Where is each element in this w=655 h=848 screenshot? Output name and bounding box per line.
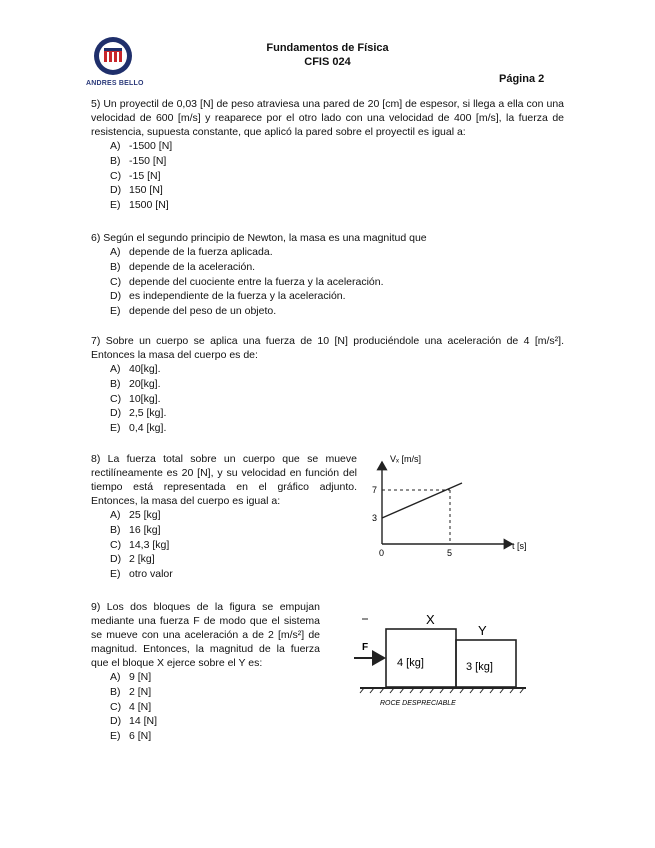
x-axis-label: t [s]	[512, 541, 527, 551]
option[interactable]: D) 2,5 [kg].	[110, 407, 167, 420]
option[interactable]: A) depende de la fuerza aplicada.	[110, 246, 273, 258]
question-6	[91, 231, 564, 319]
option[interactable]: E) 1500 [N]	[110, 199, 169, 212]
option[interactable]: D) 150 [N]	[110, 184, 163, 197]
option[interactable]: A) 40[kg].	[110, 363, 161, 375]
option[interactable]: C) depende del cuociente entre la fuerza y la aceleración.	[110, 275, 384, 288]
question-text: 9) Los dos bloques de la figura se empujan mediante una fuerza F de modo que el sistema se mueve con una aceleración a de 2 [m/s²] de magnitud. Entonces, la magnitud de la fuerza que el bloque X ejerce sobre el Y es:	[91, 601, 320, 669]
option[interactable]: C) 14,3 [kg]	[110, 538, 170, 551]
option[interactable]: B) 16 [kg]	[110, 523, 161, 536]
course-code: CFIS 024	[304, 56, 351, 68]
y-axis-label: Vₓ [m/s]	[390, 454, 421, 464]
option[interactable]: C) 4 [N]	[110, 700, 152, 713]
y-tick: 7	[372, 485, 378, 495]
page-number: Página 2	[499, 73, 545, 85]
option[interactable]: A) 25 [kg]	[110, 509, 161, 521]
question-8	[91, 452, 357, 582]
option[interactable]: D) 14 [N]	[110, 715, 158, 728]
option[interactable]: E) 0,4 [kg].	[110, 422, 167, 435]
option[interactable]: C) 10[kg].	[110, 392, 161, 405]
option[interactable]: D) es independiente de la fuerza y la aceleración.	[110, 290, 346, 303]
block-x-mass: 4 [kg]	[397, 657, 424, 669]
y-tick: 3	[372, 513, 378, 523]
velocity-line	[382, 483, 462, 518]
floor-caption: ROCE DESPRECIABLE	[380, 700, 456, 707]
option[interactable]: B) depende de la aceleración.	[110, 260, 256, 273]
question-5	[91, 97, 564, 213]
force-label: F	[362, 642, 369, 653]
options-list	[110, 139, 564, 213]
option[interactable]: B) 2 [N]	[110, 685, 152, 698]
question-text: 7) Sobre un cuerpo se aplica una fuerza de 10 [N] produciéndole una aceleración de 4 [m/s²]. Entonces la masa del cuerpo es de:	[91, 335, 564, 361]
options-list	[110, 245, 564, 319]
block-y-mass: 3 [kg]	[466, 661, 493, 673]
block-x-label: X	[426, 612, 435, 627]
option[interactable]: D) 2 [kg]	[110, 553, 155, 566]
blocks-figure	[350, 604, 530, 714]
x-tick: 5	[447, 548, 453, 558]
option[interactable]: B) 20[kg].	[110, 377, 161, 390]
option[interactable]: E) otro valor	[110, 568, 173, 581]
option[interactable]: C) -15 [N]	[110, 169, 161, 182]
option[interactable]: E) depende del peso de un objeto.	[110, 305, 277, 318]
option[interactable]: B) -150 [N]	[110, 154, 167, 167]
x-tick: 0	[379, 548, 385, 558]
question-text: 6) Según el segundo principio de Newton, la masa es una magnitud que	[91, 232, 427, 244]
question-9	[91, 600, 320, 744]
question-text: 5) Un proyectil de 0,03 [N] de peso atraviesa una pared de 20 [cm] de espesor, si llega a ella con una velocidad de 600 [m/s] y reaparece por el otro lado con una velocidad de 400 [m/s], la fuerza de resistencia, supuesta constante, que aplicó la pared sobre el proyectil es igual a:	[91, 98, 564, 138]
options-list	[110, 670, 320, 744]
option[interactable]: A) -1500 [N]	[110, 140, 173, 152]
question-7	[91, 334, 564, 436]
logo-text: ANDRES BELLO	[86, 80, 144, 87]
options-list	[110, 362, 564, 436]
course-title: Fundamentos de Física	[266, 42, 389, 54]
option[interactable]: E) 6 [N]	[110, 730, 152, 743]
block-y-label: Y	[478, 623, 487, 638]
options-list	[110, 508, 357, 582]
question-text: 8) La fuerza total sobre un cuerpo que se mueve rectilíneamente es 20 [N], y su velocidad en función del tiempo está representada en el gráfico adjunto. Entonces, la masa del cuerpo es igual a:	[91, 453, 357, 507]
option[interactable]: A) 9 [N]	[110, 671, 152, 683]
velocity-time-graph	[360, 448, 550, 568]
